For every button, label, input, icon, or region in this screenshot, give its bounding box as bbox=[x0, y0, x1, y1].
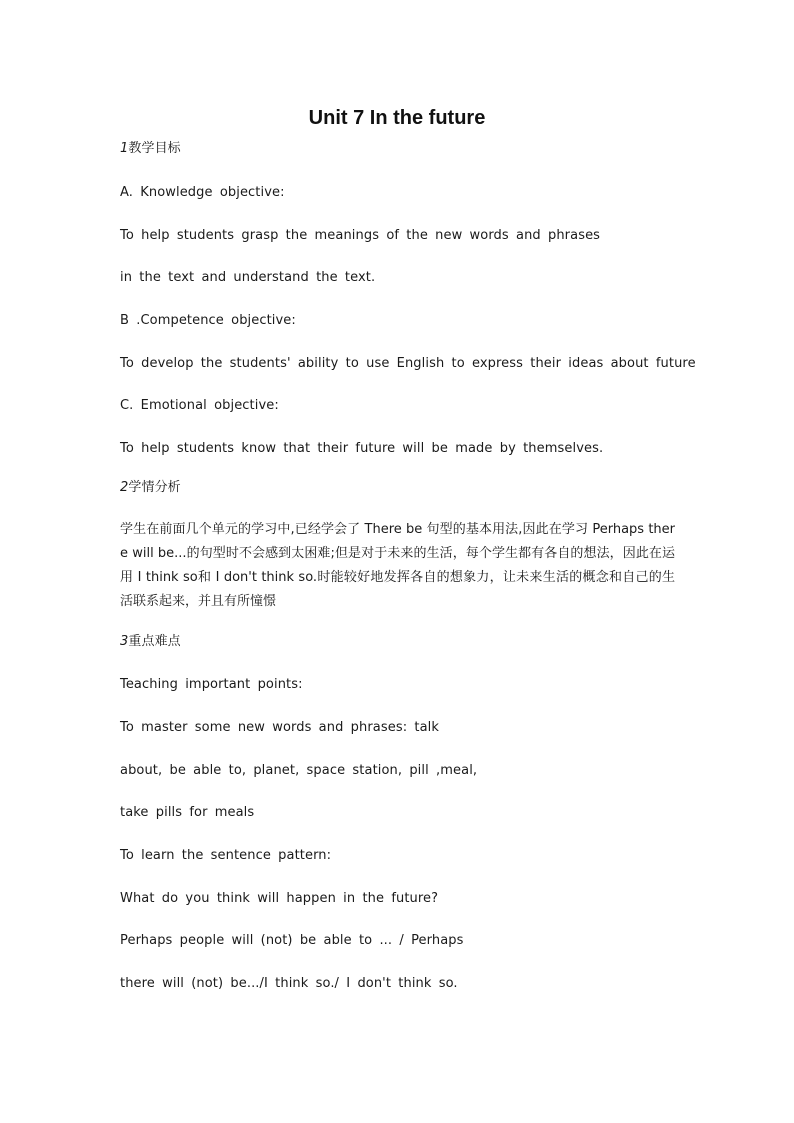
knowledge-objective-line-2: in the text and understand the text. bbox=[120, 270, 376, 285]
section-heading-text: 学情分析 bbox=[128, 480, 181, 495]
sentence-pattern-line-2: Perhaps people will (not) be able to ... / Perhaps bbox=[120, 933, 464, 948]
section-number: 1 bbox=[120, 141, 129, 156]
sentence-pattern-line-1: What do you think will happen in the future? bbox=[120, 891, 439, 906]
teaching-points-line-2: about, be able to, planet, space station, pill ,meal, bbox=[120, 763, 478, 778]
emotional-objective-text: To help students know that their future will be made by themselves. bbox=[120, 441, 604, 456]
section-heading-analysis bbox=[120, 479, 181, 497]
competence-objective-label: B .Competence objective: bbox=[120, 313, 296, 328]
section-number: 3 bbox=[120, 634, 129, 649]
section-heading-objectives bbox=[120, 140, 181, 158]
emotional-objective-label: C. Emotional objective: bbox=[120, 398, 279, 413]
analysis-paragraph: 学生在前面几个单元的学习中,已经学会了 There be 句型的基本用法,因此在学习 Perhaps there will be...的句型时不会感到太困难;但是对于未来的生活，每个学生都有各自的想法，因此在运用 I think so和 I don't think so.时能较好地发挥各自的想象力，让未来生活的概念和自己的生活联系起来，并且有所憧憬 bbox=[120, 522, 675, 609]
section-heading-key-points bbox=[120, 633, 181, 651]
document-title: Unit 7 In the future bbox=[308, 107, 486, 129]
section-number: 2 bbox=[120, 480, 129, 495]
teaching-points-line-1: To master some new words and phrases: talk bbox=[120, 720, 440, 735]
section-heading-text: 教学目标 bbox=[128, 141, 181, 156]
competence-objective-text: To develop the students' ability to use English to express their ideas about future bbox=[120, 356, 696, 371]
section-heading-text: 重点难点 bbox=[128, 634, 181, 649]
teaching-points-line-3: take pills for meals bbox=[120, 805, 255, 820]
teaching-points-label: Teaching important points: bbox=[120, 677, 303, 692]
knowledge-objective-label: A. Knowledge objective: bbox=[120, 185, 285, 200]
knowledge-objective-line-1: To help students grasp the meanings of the new words and phrases bbox=[120, 228, 601, 243]
sentence-pattern-line-3: there will (not) be.../I think so./ I don't think so. bbox=[120, 976, 458, 991]
sentence-pattern-label: To learn the sentence pattern: bbox=[120, 848, 332, 863]
